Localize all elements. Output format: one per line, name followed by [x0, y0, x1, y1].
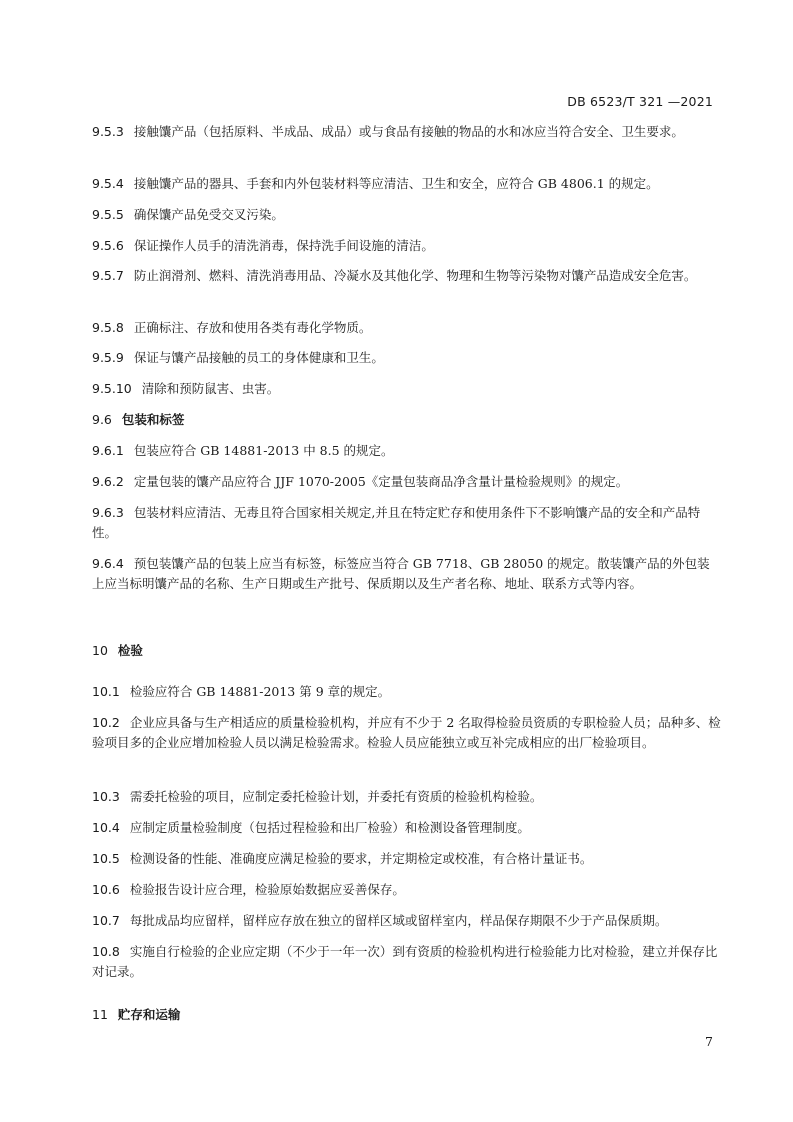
clause-number: 9.5.6 [92, 238, 124, 253]
clause-text: 实施自行检验的企业应定期（不少于一年一次）到有资质的检验机构进行检验能力比对检验，建立并保存比对记录。 [92, 944, 718, 979]
clause-number: 10.3 [92, 789, 120, 804]
clause-text: 检验报告设计应合理，检验原始数据应妥善保存。 [129, 882, 405, 897]
clause-text: 保证与馕产品接触的员工的身体健康和卫生。 [133, 350, 384, 365]
clause-number: 10.6 [92, 882, 120, 897]
clause-10-7 [92, 911, 722, 931]
clause-10-4 [92, 818, 722, 838]
clause-9-6-3 [92, 503, 722, 543]
doc-code-header: DB 6523/T 321 —2021 [567, 94, 713, 109]
clause-10-5 [92, 849, 722, 869]
clause-number: 10.2 [92, 715, 120, 730]
clause-9-5-7 [92, 266, 722, 286]
clause-9-5-6 [92, 236, 722, 256]
clause-number: 9.5.4 [92, 176, 124, 191]
clause-text: 正确标注、存放和使用各类有毒化学物质。 [133, 320, 372, 335]
clause-number: 9.5.10 [92, 381, 132, 396]
clause-number: 9.6.1 [92, 443, 124, 458]
page-number: 7 [705, 1034, 713, 1049]
clause-text: 接触馕产品（包括原料、半成品、成品）或与食品有接触的物品的水和冰应当符合安全、卫生要求。 [133, 124, 684, 139]
section-number: 11 [92, 1007, 108, 1022]
section-heading-10 [92, 641, 722, 661]
clause-9-5-9 [92, 348, 722, 368]
clause-9-5-10 [92, 379, 722, 399]
clause-text: 包装应符合 GB 14881-2013 中 8.5 的规定。 [133, 443, 394, 458]
clause-text: 防止润滑剂、燃料、清洗消毒用品、冷凝水及其他化学、物理和生物等污染物对馕产品造成安全危害。 [133, 268, 697, 283]
clause-number: 9.6.2 [92, 474, 124, 489]
clause-text: 应制定质量检验制度（包括过程检验和出厂检验）和检测设备管理制度。 [129, 820, 530, 835]
clause-9-6-2 [92, 472, 722, 492]
clause-number: 9.5.5 [92, 207, 124, 222]
clause-text: 需委托检验的项目，应制定委托检验计划，并委托有资质的检验机构检验。 [129, 789, 543, 804]
clause-text: 预包装馕产品的包装上应当有标签，标签应当符合 GB 7718、GB 28050 的规定。散装馕产品的外包装上应当标明馕产品的名称、生产日期或生产批号、保质期以及生产者名称、地址、联系方式等内容。 [92, 556, 710, 591]
clause-9-5-5 [92, 205, 722, 225]
section-number: 9.6 [92, 412, 112, 427]
clause-text: 检验应符合 GB 14881-2013 第 9 章的规定。 [129, 684, 391, 699]
clause-number: 10.5 [92, 851, 120, 866]
section-title: 包装和标签 [121, 412, 185, 427]
clause-9-5-8 [92, 318, 722, 338]
clause-number: 9.5.7 [92, 268, 124, 283]
clause-10-2 [92, 713, 722, 753]
clause-number: 10.4 [92, 820, 120, 835]
clause-number: 9.6.4 [92, 556, 124, 571]
clause-10-6 [92, 880, 722, 900]
clause-text: 确保馕产品免受交叉污染。 [133, 207, 284, 222]
section-heading-9-6 [92, 410, 722, 430]
clause-number: 9.5.8 [92, 320, 124, 335]
section-number: 10 [92, 643, 108, 658]
clause-text: 每批成品均应留样，留样应存放在独立的留样区域或留样室内，样品保存期限不少于产品保质期。 [129, 913, 668, 928]
clause-number: 9.5.3 [92, 124, 124, 139]
section-heading-11 [92, 1005, 722, 1025]
clause-text: 企业应具备与生产相适应的质量检验机构，并应有不少于 2 名取得检验员资质的专职检验人员；品种多、检验项目多的企业应增加检验人员以满足检验需求。检验人员应能独立或互补完成相应的出厂检验项目。 [92, 715, 721, 750]
section-title: 检验 [117, 643, 143, 658]
clause-text: 检测设备的性能、准确度应满足检验的要求，并定期检定或校准，有合格计量证书。 [129, 851, 593, 866]
section-title: 贮存和运输 [117, 1007, 181, 1022]
clause-9-6-1 [92, 441, 722, 461]
clause-10-3 [92, 787, 722, 807]
clause-text: 包装材料应清洁、无毒且符合国家相关规定,并且在特定贮存和使用条件下不影响馕产品的安全和产品特性。 [92, 505, 701, 540]
clause-text: 清除和预防鼠害、虫害。 [141, 381, 280, 396]
clause-number: 10.1 [92, 684, 120, 699]
clause-9-6-4 [92, 554, 722, 594]
clause-9-5-4 [92, 174, 722, 194]
clause-number: 10.7 [92, 913, 120, 928]
clause-text: 定量包装的馕产品应符合 JJF 1070-2005《定量包装商品净含量计量检验规则》的规定。 [133, 474, 629, 489]
clause-number: 9.5.9 [92, 350, 124, 365]
clause-number: 9.6.3 [92, 505, 124, 520]
clause-10-8 [92, 942, 722, 982]
clause-text: 接触馕产品的器具、手套和内外包装材料等应清洁、卫生和安全，应符合 GB 4806.1 的规定。 [133, 176, 659, 191]
clause-number: 10.8 [92, 944, 120, 959]
clause-10-1 [92, 682, 722, 702]
clause-9-5-3 [92, 122, 722, 142]
clause-text: 保证操作人员手的清洗消毒，保持洗手间设施的清洁。 [133, 238, 434, 253]
